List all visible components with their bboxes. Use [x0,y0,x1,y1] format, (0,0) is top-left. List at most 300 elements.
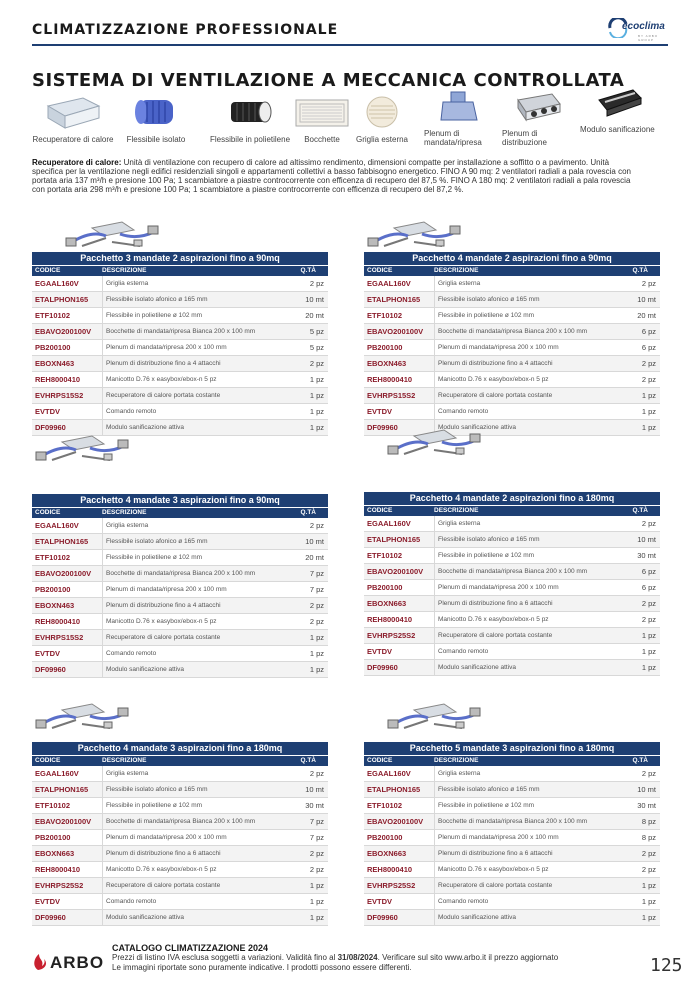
product-code: EBAVO200100V [35,327,92,336]
arbo-logo [30,952,110,972]
product-qty: 6 pz [641,567,656,576]
product-desc: Griglia esterna [434,516,480,531]
product-qty: 1 pz [309,633,324,642]
page-number: 125 [650,955,683,976]
product-code: EBAVO200100V [35,817,92,826]
product-code: EVTDV [35,649,61,658]
product-desc: Griglia esterna [102,276,148,291]
product-qty: 30 mt [637,551,656,560]
product-qty: 10 mt [305,537,324,546]
product-desc: Comando remoto [434,894,488,909]
product-desc: Manicotto D.76 x easybox/ebox-n 5 pz [434,372,549,387]
product-code: DF09960 [367,423,398,432]
product-code: ETF10102 [367,311,403,320]
product-code: EGAAL160V [35,521,79,530]
product-qty: 10 mt [305,295,324,304]
product-desc: Modulo sanificazione attiva [102,910,184,925]
product-qty: 2 pz [641,849,656,858]
product-qty: 1 pz [641,897,656,906]
header-qty: Q.TÀ [300,267,316,274]
product-code: DF09960 [35,913,66,922]
product-code: REH8000410 [367,865,413,874]
table-row [364,356,660,372]
product-code: EVHRPS15S2 [35,633,84,642]
product-desc: Recuperatore di calore portata costante [102,630,220,645]
package-title: Pacchetto 4 mandate 3 aspirazioni fino a 90mq [32,494,328,507]
product-desc: Flessibile in polietilene ø 102 mm [434,308,534,323]
product-desc: Flessibile in polietilene ø 102 mm [102,798,202,813]
product-qty: 10 mt [305,785,324,794]
product-desc: Modulo sanificazione attiva [102,662,184,677]
brand-sub: BY ARBO GROUP [638,34,659,42]
header-code: CODICE [35,267,61,274]
product-code: EBOXN463 [367,359,407,368]
table-header [364,505,660,516]
product-desc: Griglia esterna [102,518,148,533]
product-qty: 20 mt [305,553,324,562]
package-title: Pacchetto 4 mandate 2 aspirazioni fino a 90mq [364,252,660,265]
product-code: EVHRPS25S2 [35,881,84,890]
package-diagram-icon [384,426,484,458]
table-row [364,612,660,628]
table-row [32,630,328,646]
product-desc: Modulo sanificazione attiva [102,420,184,435]
product-desc: Plenum di mandata/ripresa 200 x 100 mm [102,830,227,845]
product-qty: 1 pz [309,881,324,890]
header-code: CODICE [35,509,61,516]
product-qty: 1 pz [309,649,324,658]
product-qty: 2 pz [641,375,656,384]
table-row [364,388,660,404]
table-row [32,910,328,926]
table-row [364,798,660,814]
table-row [364,404,660,420]
product-qty: 1 pz [641,391,656,400]
product-desc: Recuperatore di calore portata costante [434,878,552,893]
product-qty: 1 pz [309,665,324,674]
product-desc: Plenum di mandata/ripresa 200 x 100 mm [434,830,559,845]
product-code: DF09960 [367,663,398,672]
product-desc: Flessibile in polietilene ø 102 mm [434,798,534,813]
header-code: CODICE [367,267,393,274]
product-item: Recuperatore di calore [32,94,114,144]
product-code: EVHRPS25S2 [367,881,416,890]
table-row [32,814,328,830]
product-code: EBOXN463 [35,601,75,610]
product-code: PB200100 [35,585,71,594]
package-table [32,494,328,678]
header-code: CODICE [367,507,393,514]
product-desc: Griglia esterna [434,766,480,781]
product-qty: 2 pz [309,849,324,858]
table-row [364,548,660,564]
product-code: REH8000410 [367,375,413,384]
product-desc: Bocchette di mandata/ripresa Bianca 200 x 100 mm [434,564,587,579]
product-strip [32,94,668,154]
product-desc: Modulo sanificazione attiva [434,660,516,675]
product-code: EVHRPS25S2 [367,631,416,640]
product-code: DF09960 [35,665,66,674]
product-code: ETF10102 [35,553,71,562]
brand-logo [608,18,670,42]
table-row [32,372,328,388]
table-row [32,324,328,340]
table-row [364,596,660,612]
product-desc: Flessibile isolato afonico ø 165 mm [434,532,540,547]
table-row [32,404,328,420]
table-header [32,755,328,766]
brand-name: ecoclima [622,21,665,32]
product-code: ETALPHON165 [35,785,89,794]
table-row [32,566,328,582]
product-desc: Comando remoto [434,404,488,419]
header-qty: Q.TÀ [632,757,648,764]
header-code: CODICE [367,757,393,764]
product-code: EBAVO200100V [35,569,92,578]
product-qty: 2 pz [309,521,324,530]
table-row [364,894,660,910]
product-desc: Flessibile isolato afonico ø 165 mm [434,292,540,307]
table-header [364,755,660,766]
product-qty: 1 pz [641,407,656,416]
table-row [364,324,660,340]
product-qty: 7 pz [309,585,324,594]
table-row [32,878,328,894]
product-desc: Manicotto D.76 x easybox/ebox-n 5 pz [102,372,217,387]
product-code: EGAAL160V [35,769,79,778]
product-code: REH8000410 [367,615,413,624]
product-qty: 1 pz [309,407,324,416]
package-table [32,742,328,926]
product-code: REH8000410 [35,865,81,874]
product-desc: Bocchette di mandata/ripresa Bianca 200 x 100 mm [434,324,587,339]
product-code: ETF10102 [35,311,71,320]
sanitization-module-icon [595,88,645,120]
table-row [32,846,328,862]
table-row [364,782,660,798]
polyethylene-duct-icon [225,94,275,130]
product-code: ETALPHON165 [367,785,421,794]
product-code: PB200100 [35,833,71,842]
table-row [32,782,328,798]
product-qty: 10 mt [637,295,656,304]
product-qty: 1 pz [309,423,324,432]
product-code: REH8000410 [35,617,81,626]
table-row [32,614,328,630]
table-row [32,550,328,566]
footer-text: CATALOGO CLIMATIZZAZIONE 2024 Prezzi di listino IVA esclusa soggetti a variazioni. Validità fino al 31/08/2024. Verificare sul sito www.arbo.it il prezzo aggiornato Le immagini riportate sono puramente indicative. I prodotti possono essere differenti. [112,943,559,972]
product-qty: 1 pz [309,391,324,400]
heat-recovery-unit-icon [43,94,103,130]
product-desc: Flessibile isolato afonico ø 165 mm [102,292,208,307]
product-desc: Comando remoto [102,894,156,909]
product-desc: Flessibile isolato afonico ø 165 mm [102,782,208,797]
product-desc: Comando remoto [102,404,156,419]
table-row [364,628,660,644]
product-desc: Manicotto D.76 x easybox/ebox-n 5 pz [434,612,549,627]
product-code: EVHRPS15S2 [35,391,84,400]
product-desc: Bocchette di mandata/ripresa Bianca 200 x 100 mm [102,566,255,581]
product-qty: 2 pz [309,865,324,874]
product-item: Modulo sanificazione [580,88,660,134]
table-header [32,265,328,276]
product-code: EVTDV [367,897,393,906]
header-qty: Q.TÀ [300,509,316,516]
header-qty: Q.TÀ [632,507,648,514]
header-desc: DESCRIZIONE [434,507,479,514]
table-row [364,878,660,894]
product-code: EBOXN663 [367,599,407,608]
package-diagram-icon [62,218,162,250]
table-row [32,646,328,662]
product-code: DF09960 [35,423,66,432]
product-qty: 8 pz [641,817,656,826]
product-item: Plenum di distribuzione [502,90,572,147]
product-item: Flessibile in polietilene [206,94,294,144]
product-code: EVHRPS15S2 [367,391,416,400]
table-row [32,766,328,782]
package-table [32,252,328,436]
product-desc: Bocchette di mandata/ripresa Bianca 200 x 100 mm [102,324,255,339]
table-row [364,580,660,596]
product-desc: Plenum di mandata/ripresa 200 x 100 mm [102,340,227,355]
product-code: EVTDV [367,407,393,416]
product-qty: 20 mt [305,311,324,320]
insulated-duct-icon [131,94,181,130]
product-code: EBAVO200100V [367,567,424,576]
header-qty: Q.TÀ [300,757,316,764]
product-desc: Flessibile isolato afonico ø 165 mm [434,782,540,797]
table-row [32,862,328,878]
table-row [32,292,328,308]
product-desc: Plenum di mandata/ripresa 200 x 100 mm [434,580,559,595]
product-desc: Modulo sanificazione attiva [434,910,516,925]
package-table [364,252,660,436]
product-qty: 2 pz [309,769,324,778]
product-qty: 7 pz [309,569,324,578]
product-qty: 1 pz [641,647,656,656]
product-qty: 1 pz [641,881,656,890]
table-row [364,564,660,580]
product-code: ETF10102 [35,801,71,810]
product-code: EBAVO200100V [367,817,424,826]
package-title: Pacchetto 5 mandate 3 aspirazioni fino a 180mq [364,742,660,755]
product-qty: 5 pz [309,327,324,336]
product-qty: 10 mt [637,785,656,794]
product-qty: 1 pz [309,375,324,384]
table-row [32,582,328,598]
product-desc: Plenum di distribuzione fino a 4 attacchi [102,356,221,371]
table-row [364,910,660,926]
product-code: EVTDV [35,897,61,906]
table-row [364,830,660,846]
product-code: EGAAL160V [367,519,411,528]
table-row [32,894,328,910]
product-desc: Recuperatore di calore portata costante [434,628,552,643]
product-desc: Griglia esterna [434,276,480,291]
product-desc: Bocchette di mandata/ripresa Bianca 200 x 100 mm [102,814,255,829]
product-item: Bocchette [292,94,352,144]
header-desc: DESCRIZIONE [102,757,147,764]
product-qty: 2 pz [309,617,324,626]
header-divider [32,44,668,46]
product-qty: 2 pz [641,359,656,368]
package-title: Pacchetto 4 mandate 2 aspirazioni fino a 180mq [364,492,660,505]
product-code: ETALPHON165 [367,535,421,544]
product-qty: 1 pz [309,913,324,922]
external-grille-icon [362,94,402,130]
table-header [32,507,328,518]
table-row [32,662,328,678]
product-desc: Flessibile in polietilene ø 102 mm [102,308,202,323]
header-code: CODICE [35,757,61,764]
product-qty: 2 pz [641,519,656,528]
table-row [364,276,660,292]
table-row [32,388,328,404]
product-desc: Recuperatore di calore portata costante [102,388,220,403]
product-code: PB200100 [367,583,403,592]
table-row [364,766,660,782]
product-desc: Recuperatore di calore portata costante [434,388,552,403]
product-desc: Plenum di distribuzione fino a 4 attacchi [434,356,553,371]
product-description: Recuperatore di calore: Unità di ventilazione con recupero di calore ad altissimo rendimento, dimensioni compatte per installazione a soffitto o a pavimento. Unità specifica per la ventilazione negli edifici residenziali singoli e appartamenti collettivi a basso fabbisogno energetico. FINO A 90 mq: 2 ventilatori radiali a pala rovescia con portata aria 137 m³/h e presione 100 Pa; 1 scambiatore a piastre controcorrente con efficenza di recupero del 87,5 %. FINO A 180 mq: 2 ventilatori radiali a pala rovescia con portata aria 298 m³/h e presione 100 Pa; 1 scambiatore a piastre controcorrente con efficenza di recupero del 87,2 %. [32,158,631,194]
product-desc: Manicotto D.76 x easybox/ebox-n 5 pz [102,614,217,629]
header-desc: DESCRIZIONE [102,509,147,516]
product-desc: Manicotto D.76 x easybox/ebox-n 5 pz [102,862,217,877]
product-desc: Modulo sanificazione attiva [434,420,516,435]
product-desc: Plenum di distribuzione fino a 6 attacchi [102,846,221,861]
table-header [364,265,660,276]
product-qty: 10 mt [637,535,656,544]
product-desc: Flessibile in polietilene ø 102 mm [434,548,534,563]
product-desc: Recuperatore di calore portata costante [102,878,220,893]
product-code: REH8000410 [35,375,81,384]
table-row [364,292,660,308]
product-qty: 30 mt [637,801,656,810]
package-table [364,742,660,926]
product-code: EBAVO200100V [367,327,424,336]
product-desc: Plenum di distribuzione fino a 4 attacchi [102,598,221,613]
product-code: PB200100 [367,833,403,842]
table-row [32,798,328,814]
product-desc: Griglia esterna [102,766,148,781]
table-row [364,814,660,830]
package-table [364,492,660,676]
product-qty: 7 pz [309,817,324,826]
product-code: PB200100 [35,343,71,352]
product-desc: Plenum di mandata/ripresa 200 x 100 mm [434,340,559,355]
product-desc: Plenum di distribuzione fino a 6 attacchi [434,596,553,611]
table-row [32,276,328,292]
package-diagram-icon [32,432,132,464]
product-code: ETALPHON165 [367,295,421,304]
section-title: CLIMATIZZAZIONE PROFESSIONALE [32,22,339,38]
product-qty: 5 pz [309,343,324,352]
product-qty: 6 pz [641,327,656,336]
product-qty: 2 pz [641,615,656,624]
product-qty: 6 pz [641,343,656,352]
product-item: Plenum di mandata/ripresa [424,90,494,147]
product-qty: 30 mt [305,801,324,810]
product-qty: 2 pz [641,279,656,288]
product-qty: 6 pz [641,583,656,592]
product-qty: 2 pz [641,865,656,874]
product-desc: Flessibile isolato afonico ø 165 mm [102,534,208,549]
header-desc: DESCRIZIONE [434,757,479,764]
table-row [364,660,660,676]
product-item: Flessibile isolato [116,94,196,144]
product-code: EGAAL160V [367,279,411,288]
table-row [364,340,660,356]
header-desc: DESCRIZIONE [102,267,147,274]
table-row [32,830,328,846]
product-qty: 2 pz [309,601,324,610]
plenum-icon [439,90,479,124]
table-row [364,372,660,388]
package-diagram-icon [384,700,484,732]
product-code: EGAAL160V [367,769,411,778]
table-row [364,308,660,324]
table-row [364,846,660,862]
header-desc: DESCRIZIONE [434,267,479,274]
product-code: EBOXN663 [367,849,407,858]
product-qty: 1 pz [641,663,656,672]
product-qty: 2 pz [309,359,324,368]
product-desc: Comando remoto [102,646,156,661]
table-row [364,532,660,548]
product-code: PB200100 [367,343,403,352]
product-desc: Flessibile in polietilene ø 102 mm [102,550,202,565]
header-qty: Q.TÀ [632,267,648,274]
table-row [32,308,328,324]
product-code: ETALPHON165 [35,295,89,304]
product-code: EGAAL160V [35,279,79,288]
product-desc: Bocchette di mandata/ripresa Bianca 200 x 100 mm [434,814,587,829]
arbo-brand: ARBO [50,953,105,972]
package-title: Pacchetto 4 mandate 3 aspirazioni fino a 180mq [32,742,328,755]
product-qty: 7 pz [309,833,324,842]
product-code: EVTDV [35,407,61,416]
product-qty: 1 pz [641,423,656,432]
product-desc: Comando remoto [434,644,488,659]
product-desc: Manicotto D.76 x easybox/ebox-n 5 pz [434,862,549,877]
table-row [32,518,328,534]
product-qty: 2 pz [641,599,656,608]
table-row [32,598,328,614]
product-item: Griglia esterna [352,94,412,144]
table-row [364,644,660,660]
product-qty: 20 mt [637,311,656,320]
table-row [364,862,660,878]
grille-icon [292,94,352,130]
product-qty: 1 pz [641,631,656,640]
product-code: DF09960 [367,913,398,922]
product-code: ETF10102 [367,801,403,810]
product-code: EBOXN463 [35,359,75,368]
distribution-plenum-icon [512,90,562,124]
product-desc: Plenum di mandata/ripresa 200 x 100 mm [102,582,227,597]
product-qty: 1 pz [641,913,656,922]
product-code: ETALPHON165 [35,537,89,546]
package-diagram-icon [32,700,132,732]
table-row [32,534,328,550]
product-qty: 2 pz [641,769,656,778]
product-code: EBOXN663 [35,849,75,858]
page-title: SISTEMA DI VENTILAZIONE A MECCANICA CONTROLLATA [32,70,625,91]
product-code: ETF10102 [367,551,403,560]
product-qty: 8 pz [641,833,656,842]
package-title: Pacchetto 3 mandate 2 aspirazioni fino a 90mq [32,252,328,265]
